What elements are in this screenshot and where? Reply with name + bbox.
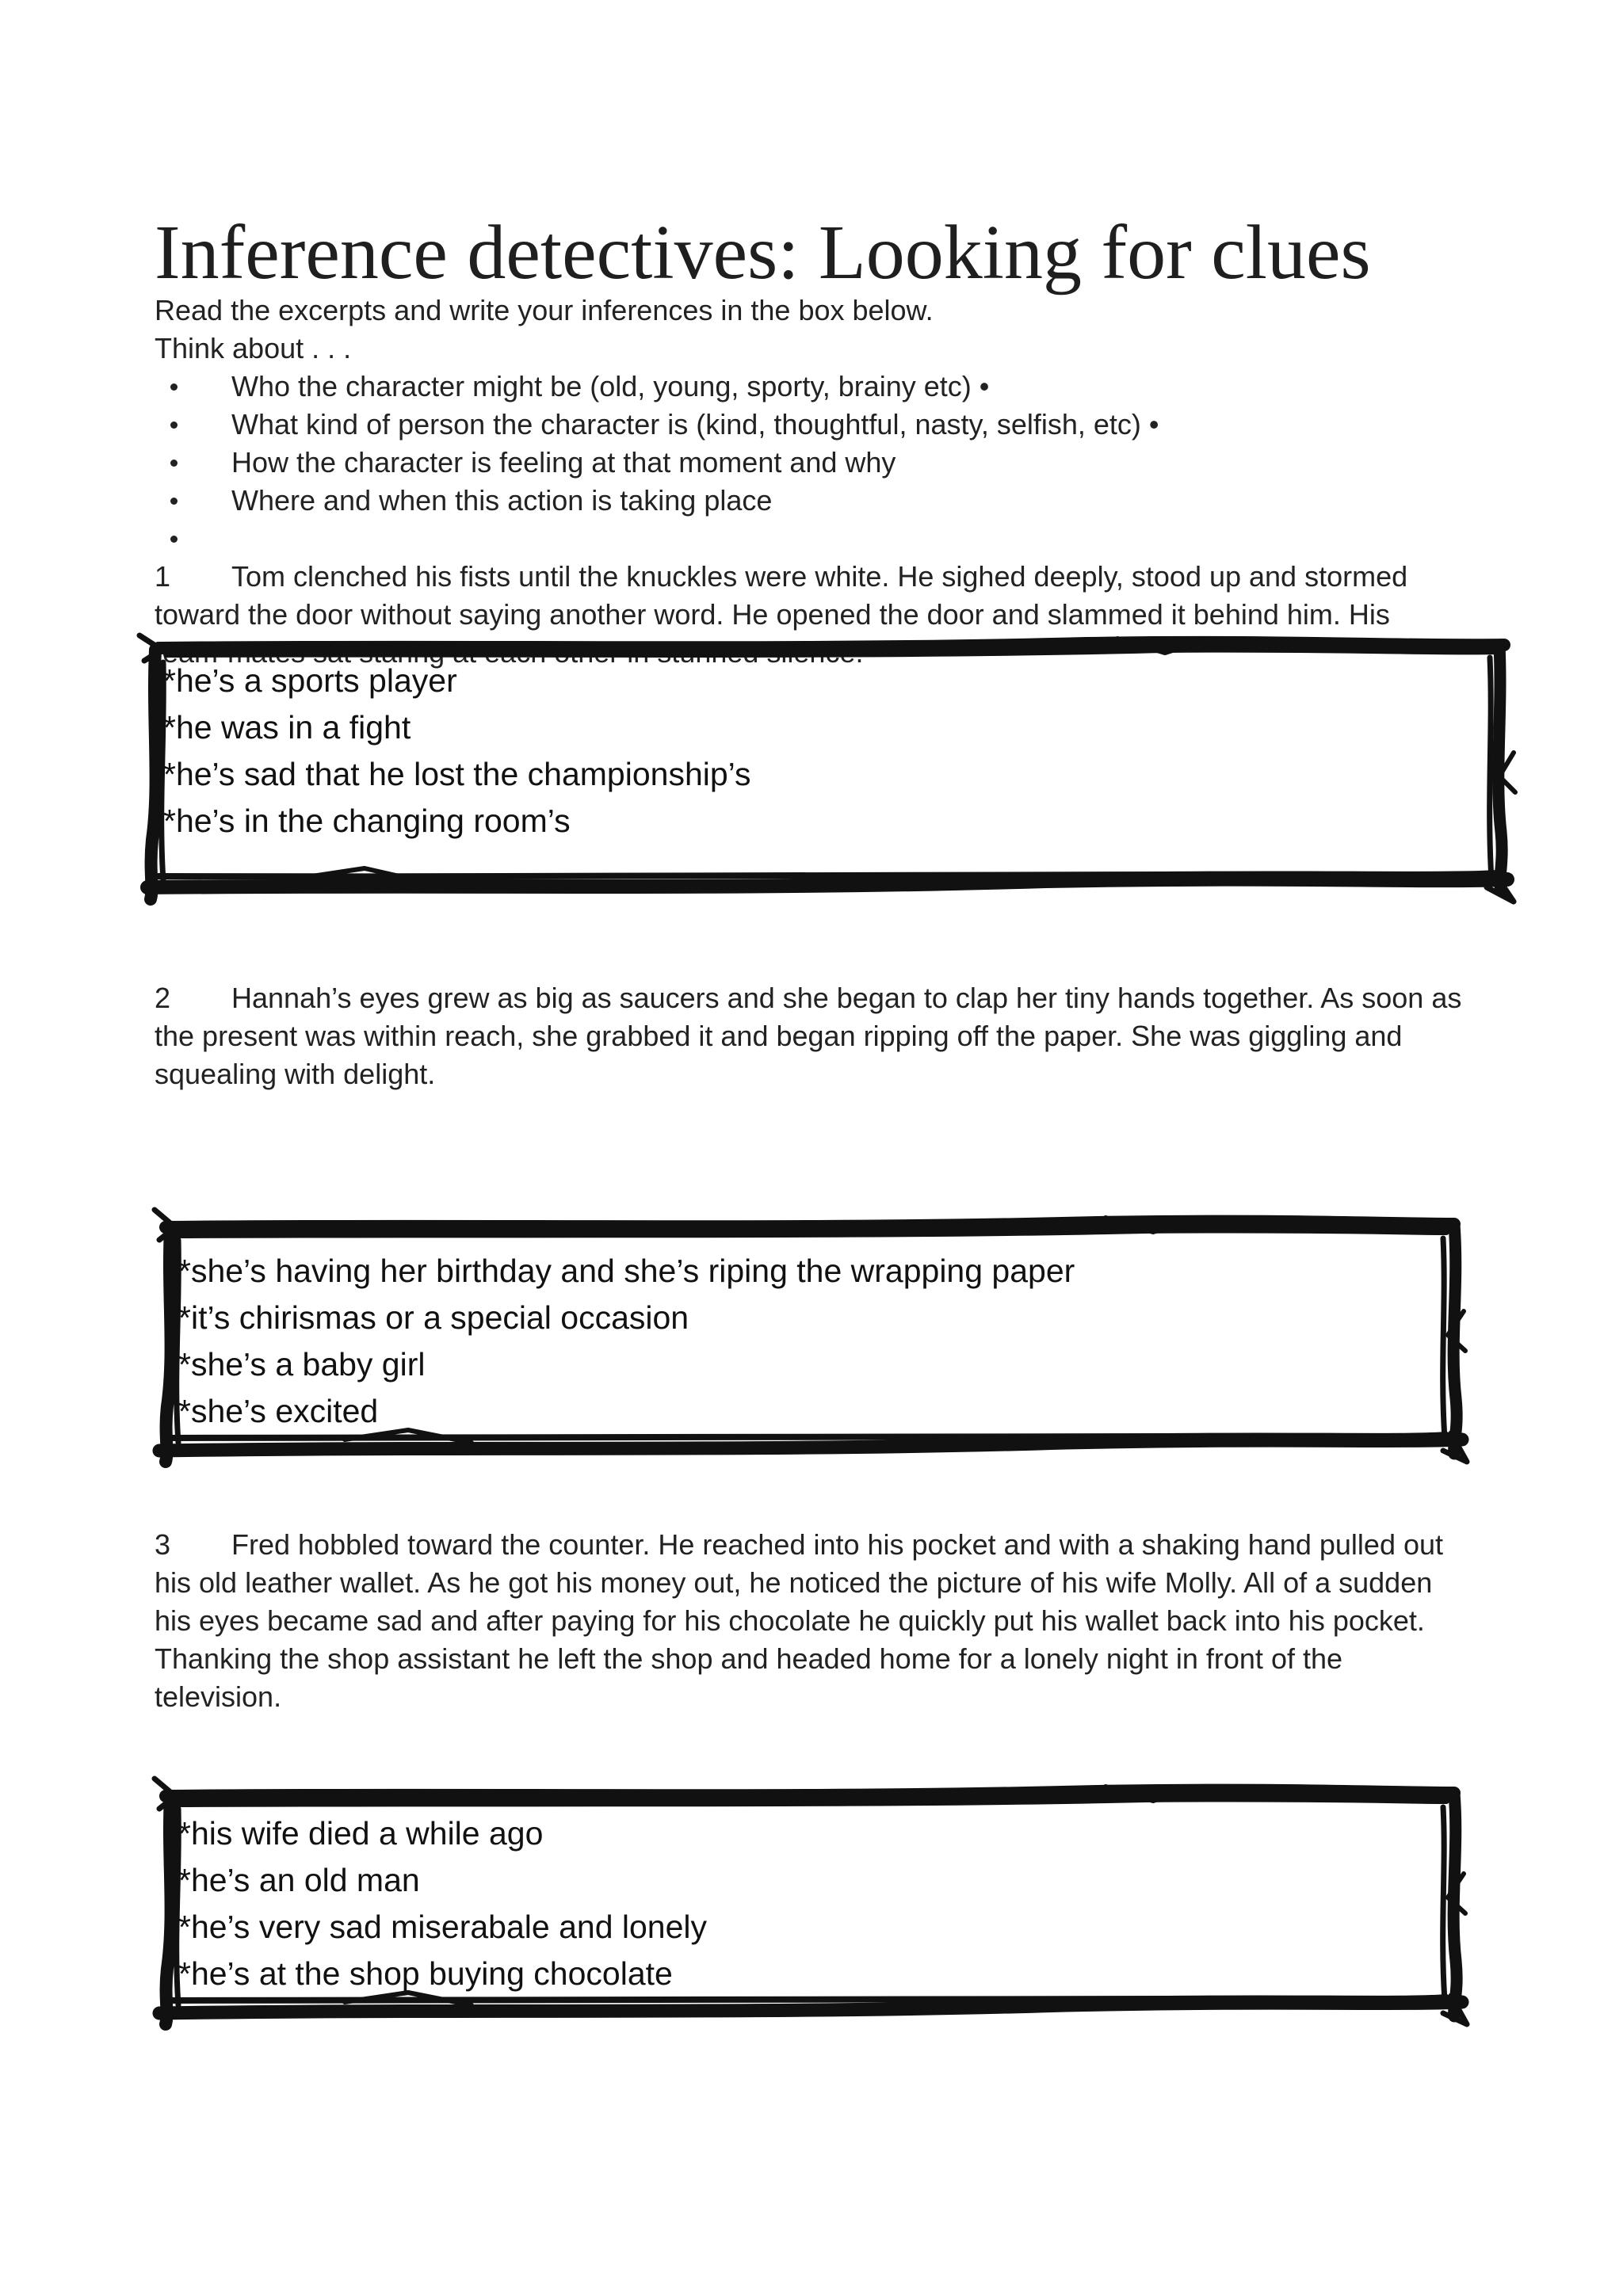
bullet-dot-icon <box>170 536 178 543</box>
answer-list <box>163 658 751 845</box>
excerpt-3 <box>155 1526 1470 1716</box>
instructions-bullet-list <box>155 368 1502 558</box>
excerpt-number: 2 <box>155 982 171 1014</box>
answer-box-2[interactable] <box>155 1200 1478 1470</box>
instructions-line-2: Think about . . . <box>155 332 352 364</box>
answer-list <box>178 1810 707 1997</box>
answer-line: *he’s very sad miserabale and lonely <box>178 1909 708 1945</box>
bullet-item: Who the character might be (old, young, sporty, brainy etc) • <box>155 368 1502 406</box>
excerpt-text: Hannah’s eyes grew as big as saucers and she began to clap her tiny hands together. As soon as the present was within reach, she grabbed it and began ripping off the paper. She was giggling and squealing with delight. <box>155 982 1462 1090</box>
instructions-line-1: Read the excerpts and write your inferences in the box below. <box>155 294 934 326</box>
answer-line: *his wife died a while ago <box>178 1815 544 1852</box>
answer-box-1[interactable] <box>135 626 1522 911</box>
answer-line: *she’s excited <box>178 1393 379 1429</box>
answer-line: *he was in a fight <box>163 709 411 746</box>
answer-line: *he’s at the shop buying chocolate <box>178 1955 673 1992</box>
answer-line: *it’s chirismas or a special occasion <box>178 1299 689 1336</box>
answer-line: *she’s having her birthday and she’s riping the wrapping paper <box>178 1253 1075 1289</box>
bullet-dot-icon <box>170 498 178 505</box>
bullet-item: What kind of person the character is (kind, thoughtful, nasty, selfish, etc) • <box>155 406 1502 444</box>
bullet-item: How the character is feeling at that moment and why <box>155 444 1502 482</box>
answer-box-3[interactable] <box>155 1771 1478 2032</box>
bullet-item: Where and when this action is taking place <box>155 482 1502 520</box>
excerpt-text: Tom clenched his fists until the knuckles were white. He sighed deeply, stood up and stormed toward the door without saying another word. He opened the door and slammed it behind him. His team-mates sat staring at each other in stunned silence. <box>155 560 1408 669</box>
excerpt-2 <box>155 979 1470 1093</box>
excerpt-number: 1 <box>155 560 171 593</box>
instructions <box>155 292 1502 558</box>
bullet-item <box>155 520 1502 558</box>
page-title: Inference detectives: Looking for clues <box>155 209 1371 296</box>
answer-line: *she’s a baby girl <box>178 1346 426 1383</box>
bullet-dot-icon <box>170 421 178 429</box>
answer-line: *he’s in the changing room’s <box>163 803 571 839</box>
excerpt-number: 3 <box>155 1528 171 1561</box>
answer-line: *he’s an old man <box>178 1862 420 1898</box>
bullet-dot-icon <box>170 383 178 391</box>
answer-line: *he’s a sports player <box>163 662 457 699</box>
answer-list <box>178 1248 1075 1435</box>
answer-line: *he’s sad that he lost the championship’s <box>163 756 751 792</box>
excerpt-text: Fred hobbled toward the counter. He reached into his pocket and with a shaking hand pulled out his old leather wallet. As he got his money out, he noticed the picture of his wife Molly. All of a sudden his eyes became sad and after paying for his chocolate he quickly put his wallet back into his pocket. Thanking the shop assistant he left the shop and headed home for a lonely night in front of the television. <box>155 1528 1444 1713</box>
bullet-dot-icon <box>170 460 178 467</box>
